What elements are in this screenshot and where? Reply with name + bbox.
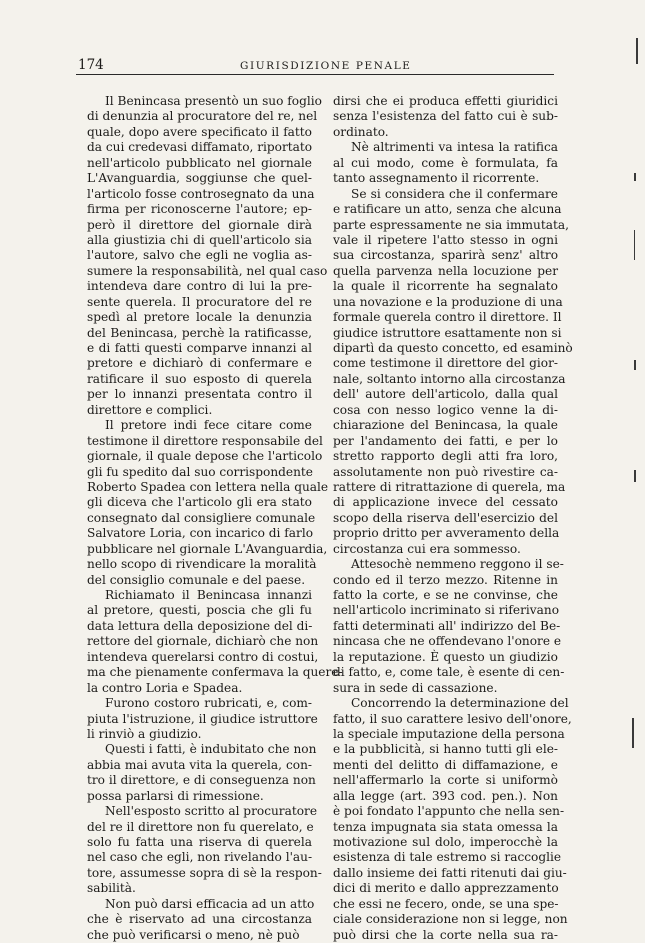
text-line: nel caso che egli, non rivelando l'au- [87,850,313,865]
text-line: possa parlarsi di rimessione. [87,788,264,803]
margin-mark [634,360,636,370]
text-line: Se si considera che il confermare [351,186,558,201]
text-line: giudice istruttore esattamente non si [333,325,562,340]
text-line: tenza impugnata sia stata omessa la [333,819,558,834]
text-line: nale, soltanto intorno alla circostanza [333,371,566,386]
text-line: Concorrendo la determinazione del [351,696,569,711]
text-line: li rinviò a giudizio. [87,726,202,741]
text-line: sumere la responsabilità, nel qual caso [87,263,328,278]
text-line: Nell'esposto scritto al procuratore [105,804,318,819]
text-line: ciale considerazione non si legge, non [333,912,568,927]
text-line: del re il direttore non fu querelato, e [87,819,314,834]
text-line: Non può darsi efficacia ad un atto [105,896,315,911]
text-line: tro il direttore, e di conseguenza non [87,773,316,788]
margin-mark [634,230,635,260]
text-line: L'Avanguardia, soggiunse che quel- [87,171,312,186]
margin-mark [634,173,636,181]
text-line: la reputazione. È questo un giudizio [333,649,558,664]
text-line: la speciale imputazione della persona [333,726,565,741]
text-line: tanto assegnamento il ricorrente. [333,171,540,186]
text-line: Salvatore Loria, con incarico di farlo [87,526,314,541]
text-line: menti del delitto di diffamazione, e [333,757,558,772]
text-line: Il Benincasa presentò un suo foglio [105,94,322,108]
text-line: sabilità. [87,881,136,896]
text-line: quale, dopo avere specificato il fatto [87,124,312,139]
text-line: circostanza cui era sommesso. [333,541,521,556]
text-line: formale querela contro il direttore. Il [333,310,562,325]
text-line: dallo insieme dei fatti ritenuti dai giu- [333,865,567,880]
text-line: spedì al pretore locale la denunzia [87,310,312,325]
text-line: e la pubblicità, si hanno tutti gli ele- [333,742,558,757]
text-line: è poi fondato l'appunto che nella sen- [333,804,565,819]
text-line: consegnato dal consigliere comunale [87,510,316,525]
text-line: rettore del giornale, dichiarò che non [87,634,319,649]
margin-mark [636,38,638,64]
text-line: per lo innanzi presentata contro il [87,387,312,402]
text-line: da cui credevasi diffamato, riportato [87,140,313,155]
text-line: alla legge (art. 393 cod. pen.). Non [333,788,558,803]
text-line: che essi ne fecero, onde, se una spe- [333,896,559,911]
text-line: dici di merito e dallo apprezzamento [333,881,559,896]
text-line: proprio dritto per avveramento della [333,526,560,541]
text-line: la contro Loria e Spadea. [87,680,243,695]
text-line: data lettura della deposizione del di- [87,618,313,633]
text-line: di applicazione invece del cessato [333,495,558,510]
text-line: e ratificare un atto, senza che alcuna [333,202,562,217]
text-line: fatto, il suo carattere lesivo dell'onore, [333,711,572,726]
text-line: chiarazione del Benincasa, la quale [333,418,558,433]
text-line: nell'articolo incriminato si riferivano [333,603,560,618]
text-line: di fatto, e, come tale, è esente di cen- [333,665,565,680]
text-line: del Benincasa, perchè la ratificasse, [87,325,312,340]
text-line: rattere di ritrattazione di querela, ma [333,479,566,494]
text-line: ratificare il suo esposto di querela [87,371,312,386]
text-line: cosa con nesso logico venne la di- [333,402,558,417]
text-line: dirsi che ei produca effetti giuridici [333,94,558,108]
text-line: nincasa che ne offendevano l'onore e [333,634,562,649]
text-line: assolutamente non può rivestire ca- [333,464,558,479]
text-line: l'autore, salvo che egli ne voglia as- [87,248,312,263]
text-line: condo ed il terzo mezzo. Ritenne in [333,572,558,587]
left-column [87,94,343,943]
text-line: ordinato. [333,124,389,139]
text-line: gli diceva che l'articolo gli era stato [87,495,312,510]
text-line: Roberto Spadea con lettera nella quale [87,479,329,494]
text-line: può dirsi che la corte nella sua ra- [333,927,558,942]
text-line: sura in sede di cassazione. [333,680,498,695]
text-line: quella parvenza nella locuzione per [333,263,558,278]
text-line: fatto la corte, e se ne convinse, che [333,588,558,602]
text-line: che può verificarsi o meno, nè può [87,927,300,942]
text-line: al pretore, questi, poscia che gli fu [87,603,312,618]
text-line: direttore e complici. [87,402,213,417]
text-line: intendeva querelarsi contro di costui, [87,649,319,664]
text-line: però il direttore del giornale dirà [87,217,312,232]
text-line: al cui modo, come è formulata, fa [333,155,558,170]
text-line: e di fatti questi comparve innanzi al [87,341,312,355]
text-line: fatti determinati all' indirizzo del Be- [333,618,561,633]
text-line: ma che pienamente confermava la quere- [87,665,343,680]
text-line: senza l'esistenza del fatto cui è sub- [333,109,558,124]
margin-mark [634,470,636,482]
text-line: motivazione sul dolo, imperocchè la [333,835,558,849]
text-line: di denunzia al procuratore del re, nel [87,109,318,124]
text-line: stretto rapporto degli atti fra loro, [333,449,558,464]
text-line: nell'articolo pubblicato nel giornale [87,155,312,170]
header-rule [76,74,554,75]
text-line: vale il ripetere l'atto stesso in ogni [333,232,558,247]
text-line: nello scopo di rivendicare la moralità [87,557,317,572]
right-column [333,94,573,943]
text-line: sua circostanza, sparirà senz' altro [333,248,558,263]
page-number: 174 [78,57,104,73]
text-line: Nè altrimenti va intesa la ratifica [351,140,558,155]
text-line: testimone il direttore responsabile del [87,433,323,448]
text-line: scopo della riserva dell'esercizio del [333,510,558,525]
text-line: intendeva dare contro di lui la pre- [87,279,312,294]
text-line: giornale, il quale depose che l'articolo [87,449,323,464]
text-line: dell' autore dell'articolo, dalla qual [333,387,558,402]
text-line: la quale il ricorrente ha segnalato [333,279,558,294]
text-line: del consiglio comunale e del paese. [87,572,306,587]
text-line: l'articolo fosse controsegnato da una [87,186,315,201]
text-line: nell'affermarlo la corte si uniformò [333,773,558,788]
text-line: parte espressamente ne sia immutata, [333,217,569,232]
text-line: che è riservato ad una circostanza [87,912,312,927]
text-line: Questi i fatti, è indubitato che non [105,742,317,757]
running-title: GIURISDIZIONE PENALE [240,60,412,72]
text-line: solo fu fatta una riserva di querela [87,835,312,849]
text-line: firma per riconoscerne l'autore; ep- [87,202,312,217]
text-line: come testimone il direttore del gior- [333,356,558,371]
text-line: Attesochè nemmeno reggono il se- [351,557,564,572]
text-line: una novazione e la produzione di una [333,294,563,309]
text-line: Richiamato il Benincasa innanzi [105,588,312,602]
text-line: gli fu spedito dal suo corrispondente [87,464,313,479]
text-line: dipartì da questo concetto, ed esaminò [333,341,573,355]
text-line: abbia mai avuta vita la querela, con- [87,757,312,772]
text-line: piuta l'istruzione, il giudice istruttore [87,711,318,726]
text-line: Il pretore indi fece citare come [105,418,312,433]
margin-mark [632,718,634,748]
text-line: per l'andamento dei fatti, e per lo [333,433,558,448]
text-line: esistenza di tale estremo si raccoglie [333,850,562,865]
text-line: alla giustizia chi di quell'articolo sia [87,232,312,247]
text-line: pretore e dichiarò di confermare e [87,356,312,371]
text-line: pubblicare nel giornale L'Avanguardia, [87,541,328,556]
text-line: sente querela. Il procuratore del re [87,294,312,309]
text-line: tore, assumesse sopra di sè la respon- [87,865,322,880]
text-line: Furono costoro rubricati, e, com- [105,696,312,711]
